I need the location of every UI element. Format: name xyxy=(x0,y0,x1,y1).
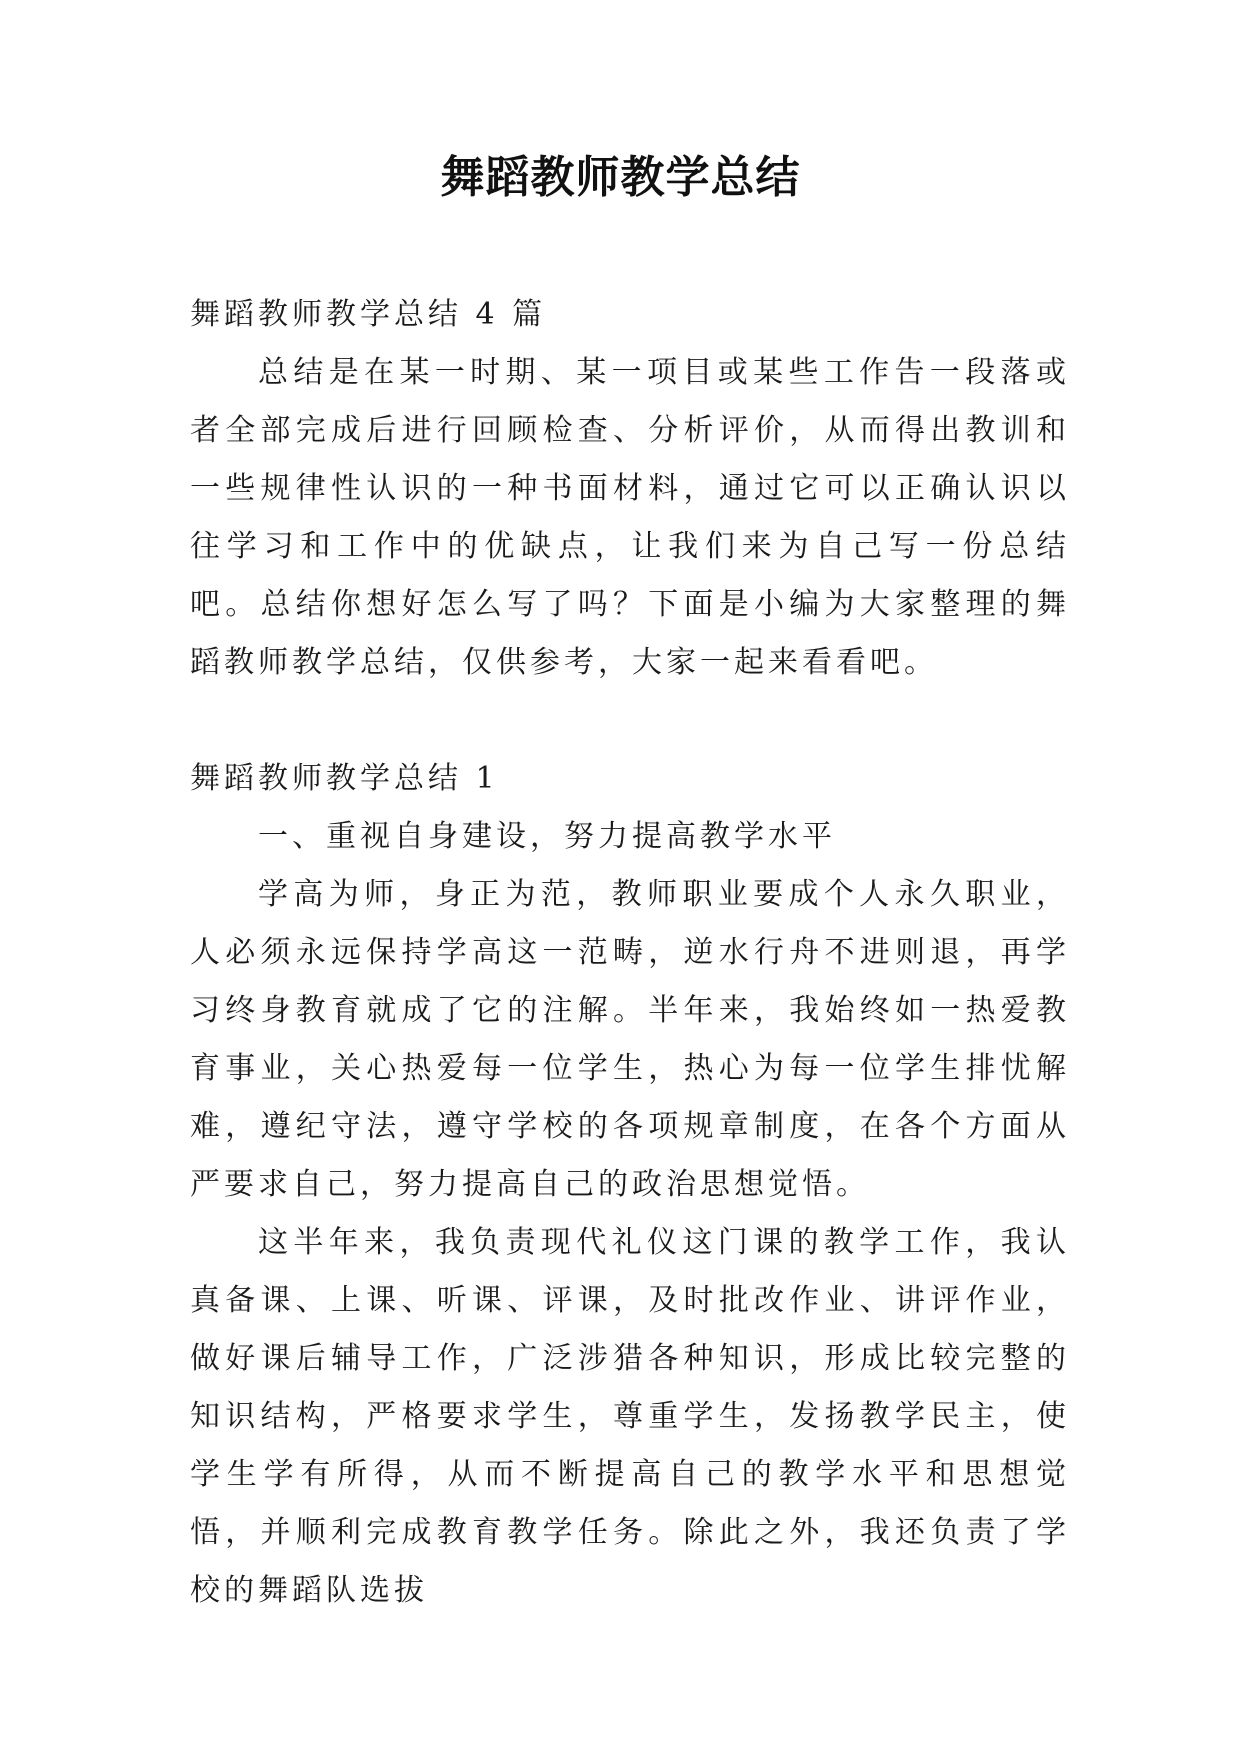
section-title: 舞蹈教师教学总结 1 xyxy=(190,761,499,796)
body-paragraph: 这半年来，我负责现代礼仪这门课的教学工作，我认真备课、上课、听课、评课，及时批改作业、讲评作业，做好课后辅导工作，广泛涉猎各种知识，形成比较完整的知识结构，严格要求学生，尊重学生，发扬教学民主，使学生学有所得，从而不断提高自己的教学水平和思想觉悟，并顺利完成教育教学任务。除此之外，我还负责了学校的舞蹈队选拔 xyxy=(190,1225,1070,1608)
body-paragraph: 学高为师，身正为范，教师职业要成个人永久职业，人必须永远保持学高这一范畴，逆水行舟不进则退，再学习终身教育就成了它的注解。半年来，我始终如一热爱教育事业，关心热爱每一位学生，热心为每一位学生排忧解难，遵纪守法，遵守学校的各项规章制度，在各个方面从严要求自己，努力提高自己的政治思想觉悟。 xyxy=(190,877,1070,1202)
intro-paragraph: 总结是在某一时期、某一项目或某些工作告一段落或者全部完成后进行回顾检查、分析评价，从而得出教训和一些规律性认识的一种书面材料，通过它可以正确认识以往学习和工作中的优缺点，让我们来为自己写一份总结吧。总结你想好怎么写了吗？下面是小编为大家整理的舞蹈教师教学总结，仅供参考，大家一起来看看吧。 xyxy=(190,355,1070,680)
section-heading: 一、重视自身建设，努力提高教学水平 xyxy=(258,819,836,854)
document-subtitle: 舞蹈教师教学总结 4 篇 xyxy=(190,297,547,332)
document-body xyxy=(190,286,1070,1620)
document-title: 舞蹈教师教学总结 xyxy=(440,152,801,203)
